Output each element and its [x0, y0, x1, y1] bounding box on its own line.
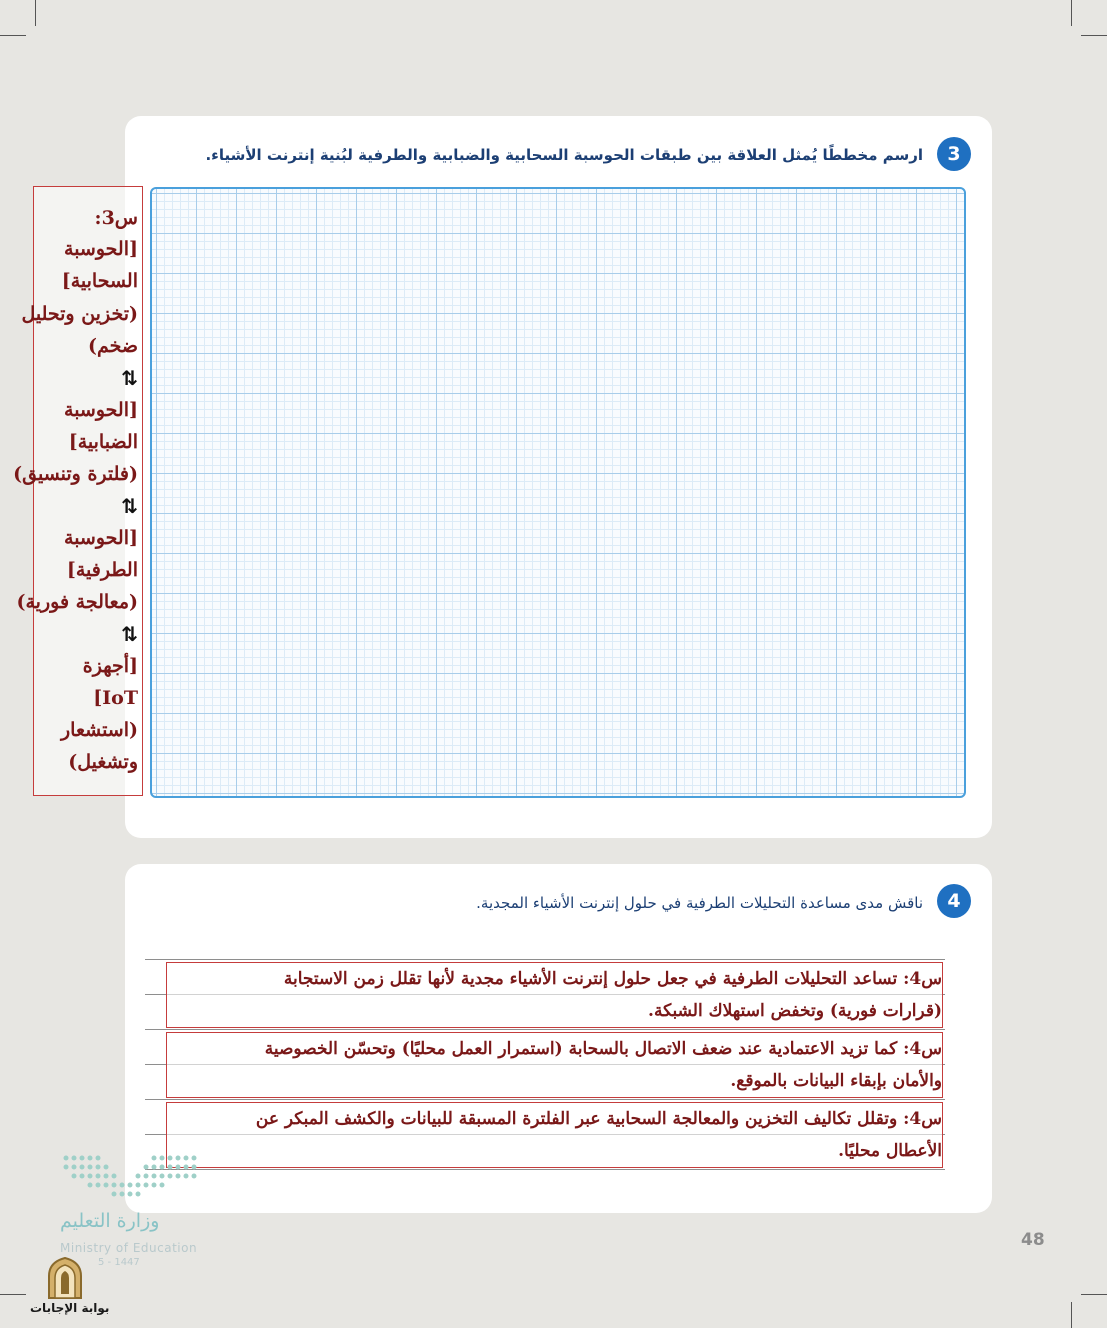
answer-3-line: (استشعار: [60, 719, 138, 741]
portal-name: بوابة الإجابات: [30, 1301, 110, 1315]
answer-4-line: س4: تساعد التحليلات الطرفية في جعل حلول إنترنت الأشياء مجدية لأنها تقلل زمن الاستجابة: [283, 969, 942, 989]
question-4-number-badge: 4: [937, 884, 971, 918]
ministry-name-arabic: وزارة التعليم: [60, 1210, 160, 1232]
answer-3-line: [أجهزة: [82, 655, 138, 677]
portal-logo-icon: [46, 1256, 84, 1300]
answer-3-line: س3:: [94, 207, 138, 229]
answer-3-line: [الحوسبة: [64, 238, 138, 260]
answer-4-line: (قرارات فورية) وتخفض استهلاك الشبكة.: [648, 1001, 942, 1021]
answer-4-line: الأعطال محليًا.: [838, 1141, 942, 1161]
answer-4-box: [166, 962, 943, 1028]
question-3-answer-box: [13, 186, 143, 796]
question-3-text: ارسم مخططًا يُمثل العلاقة بين طبقات الحوسبة السحابية والضبابية والطرفية لبُنية إنترنت الأشياء.: [205, 146, 923, 164]
up-down-arrow-icon: ⇅: [121, 622, 138, 646]
answer-3-line: [الحوسبة: [64, 399, 138, 421]
crop-mark: [0, 1294, 26, 1295]
up-down-arrow-icon: ⇅: [121, 494, 138, 518]
answer-3-line: وتشغيل): [68, 751, 138, 773]
question-4-text: ناقش مدى مساعدة التحليلات الطرفية في حلول إنترنت الأشياء المجدية.: [476, 894, 923, 912]
writing-line: [145, 959, 945, 960]
crop-mark: [35, 0, 36, 26]
ministry-name-english: Ministry of Education: [60, 1241, 198, 1255]
answer-3-line: (معالجة فورية): [16, 591, 138, 613]
answer-3-line: [الحوسبة: [64, 527, 138, 549]
answer-3-line: (تخزين وتحليل: [21, 303, 138, 325]
question-3-number-badge: 3: [937, 137, 971, 171]
ministry-year: 5 - 1447: [98, 1257, 140, 1268]
answer-4-line: س4: وتقلل تكاليف التخزين والمعالجة السحابية عبر الفلترة المسبقة للبيانات والكشف المبكر عن: [255, 1109, 942, 1129]
writing-line: [145, 1099, 945, 1100]
crop-mark: [1081, 1294, 1107, 1295]
crop-mark: [0, 35, 26, 36]
answer-4-line: والأمان بإبقاء البيانات بالموقع.: [730, 1071, 942, 1091]
answer-3-line: الضبابية]: [68, 431, 138, 453]
ministry-logo-icon: [62, 1154, 197, 1202]
answer-3-line: ضخم): [87, 335, 138, 357]
answer-4-box: [166, 1032, 943, 1098]
up-down-arrow-icon: ⇅: [121, 366, 138, 390]
crop-mark: [1081, 35, 1107, 36]
answer-3-line: IoT]: [93, 687, 138, 709]
answer-3-line: السحابية]: [61, 270, 138, 292]
crop-mark: [1071, 1302, 1072, 1328]
answer-4-line: س4: كما تزيد الاعتمادية عند ضعف الاتصال بالسحابة (استمرار العمل محليًا) وتحسّن الخصوصية: [264, 1039, 942, 1059]
crop-mark: [1071, 0, 1072, 26]
writing-line: [145, 1029, 945, 1030]
writing-line: [145, 1169, 945, 1170]
drawing-grid[interactable]: [150, 187, 966, 798]
answer-4-box: [166, 1102, 943, 1168]
answer-3-line: الطرفية]: [66, 559, 138, 581]
answer-3-line: (فلترة وتنسيق): [13, 463, 138, 485]
page-number: 48: [1021, 1230, 1045, 1250]
